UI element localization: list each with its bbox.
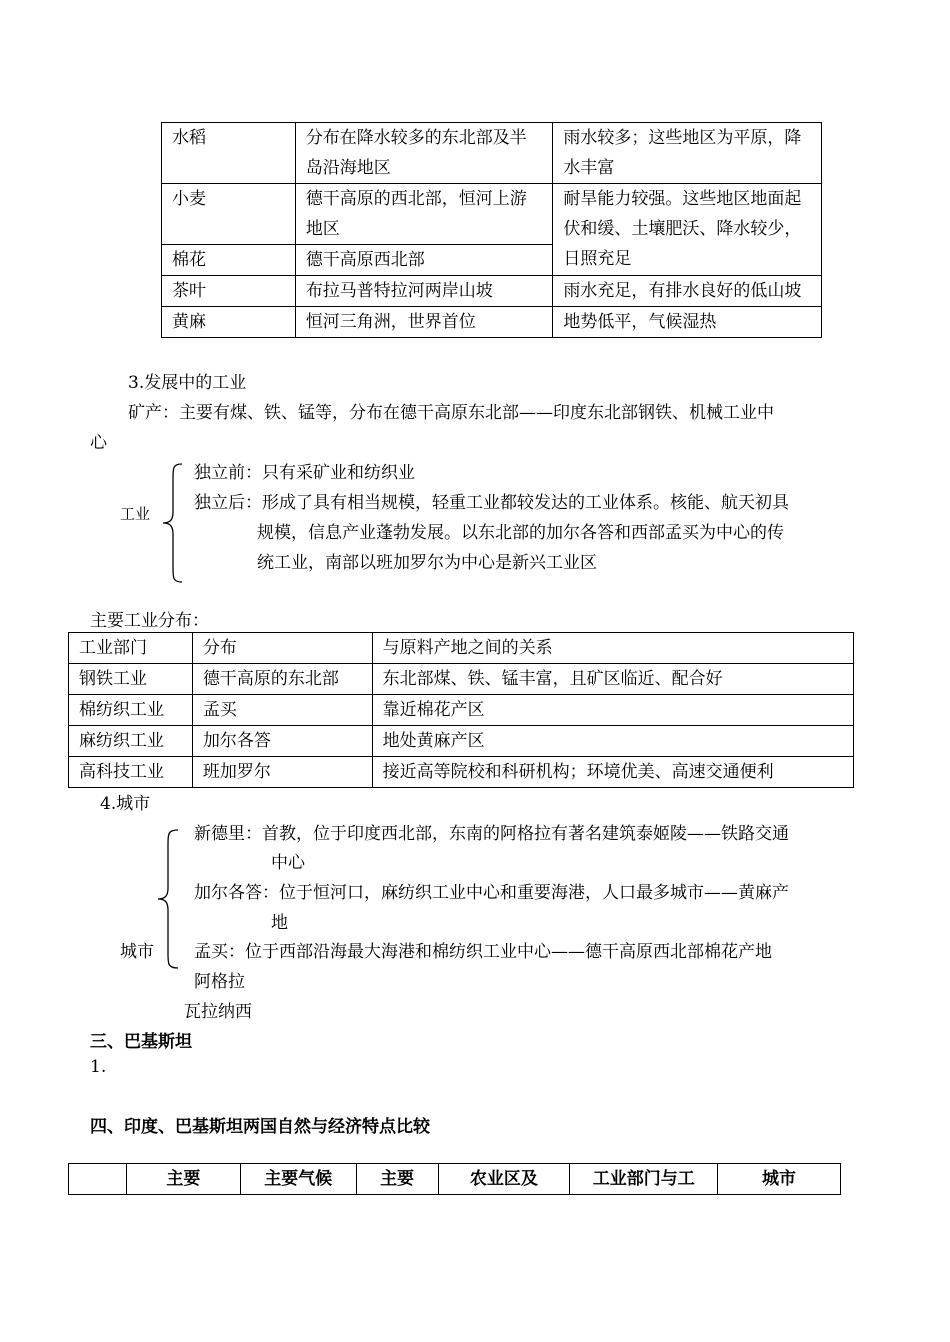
table-cell: 棉纺织工业 — [69, 695, 193, 726]
area-cell: 布拉马普特拉河两岸山坡 — [295, 276, 553, 307]
left-brace-icon — [156, 828, 180, 970]
table-row — [69, 1164, 841, 1195]
table-row — [162, 307, 822, 338]
after-independence-cont: 规模，信息产业蓬勃发展。以东北部的加尔各答和西部孟买为中心的传 — [257, 523, 784, 543]
reason-cell: 雨水较多；这些地区为平原，降水丰富 — [553, 123, 822, 184]
table-cell: 班加罗尔 — [192, 757, 372, 788]
city-label: 城市 — [120, 942, 154, 962]
area-cell: 恒河三角洲，世界首位 — [295, 307, 553, 338]
table-cell: 德干高原的东北部 — [192, 664, 372, 695]
comparison-table — [68, 1163, 841, 1195]
section-heading: 四、印度、巴基斯坦两国自然与经济特点比较 — [90, 1117, 430, 1137]
minerals-text-cont: 心 — [90, 433, 107, 453]
crop-cell: 小麦 — [162, 184, 296, 245]
area-cell: 德干高原的西北部，恒河上游地区 — [295, 184, 553, 245]
table-row — [162, 123, 822, 184]
section-heading: 三、巴基斯坦 — [90, 1032, 192, 1052]
table-row — [162, 276, 822, 307]
table-row — [69, 633, 854, 664]
table-header: 分布 — [192, 633, 372, 664]
list-item-number: 1. — [90, 1057, 107, 1077]
section-heading: 4.城市 — [100, 794, 151, 814]
left-brace-icon — [160, 462, 184, 584]
minerals-text: 矿产：主要有煤、铁、锰等，分布在德干高原东北部——印度东北部钢铁、机械工业中 — [128, 403, 774, 423]
crop-cell: 棉花 — [162, 245, 296, 276]
table-header: 工业部门与工 — [570, 1164, 718, 1195]
table-header: 与原料产地之间的关系 — [372, 633, 853, 664]
section-heading: 3.发展中的工业 — [128, 373, 247, 393]
after-independence: 独立后：形成了具有相当规模，轻重工业都较发达的工业体系。核能、航天初具 — [194, 493, 789, 513]
crop-cell: 黄麻 — [162, 307, 296, 338]
city-mumbai: 孟买：位于西部沿海最大海港和棉纺织工业中心——德干高原西北部棉花产地 — [194, 942, 772, 962]
table-cell: 钢铁工业 — [69, 664, 193, 695]
table-cell: 麻纺织工业 — [69, 726, 193, 757]
crop-cell: 茶叶 — [162, 276, 296, 307]
city-new-delhi-cont: 中心 — [271, 853, 305, 873]
crop-table — [161, 122, 822, 338]
table-row — [69, 664, 854, 695]
table-header: 主要气候 — [240, 1164, 356, 1195]
table-header: 农业区及 — [438, 1164, 570, 1195]
industry-label: 工业 — [120, 505, 151, 523]
city-varanasi: 瓦拉纳西 — [184, 1002, 252, 1022]
table-header: 主要 — [126, 1164, 240, 1195]
table-header: 工业部门 — [69, 633, 193, 664]
city-agra: 阿格拉 — [194, 972, 245, 992]
table-cell: 接近高等院校和科研机构；环境优美、高速交通便利 — [372, 757, 853, 788]
table-row — [69, 757, 854, 788]
table-cell: 加尔各答 — [192, 726, 372, 757]
industry-dist-title: 主要工业分布： — [90, 611, 209, 631]
before-independence: 独立前：只有采矿业和纺织业 — [194, 463, 415, 483]
table-cell: 地处黄麻产区 — [372, 726, 853, 757]
table-row — [162, 184, 822, 245]
industry-table — [68, 632, 854, 788]
area-cell: 德干高原西北部 — [295, 245, 553, 276]
crop-cell: 水稻 — [162, 123, 296, 184]
table-cell: 东北部煤、铁、锰丰富，且矿区临近、配合好 — [372, 664, 853, 695]
city-kolkata: 加尔各答：位于恒河口，麻纺织工业中心和重要海港，人口最多城市——黄麻产 — [194, 883, 789, 903]
table-row — [69, 726, 854, 757]
table-header: 主要 — [356, 1164, 438, 1195]
area-cell: 分布在降水较多的东北部及半岛沿海地区 — [295, 123, 553, 184]
table-cell: 靠近棉花产区 — [372, 695, 853, 726]
reason-cell: 雨水充足，有排水良好的低山坡 — [553, 276, 822, 307]
table-cell: 孟买 — [192, 695, 372, 726]
table-header: 城市 — [718, 1164, 841, 1195]
table-header — [69, 1164, 127, 1195]
after-independence-cont: 统工业，南部以班加罗尔为中心是新兴工业区 — [257, 553, 597, 573]
reason-cell: 地势低平，气候湿热 — [553, 307, 822, 338]
table-row — [69, 695, 854, 726]
city-kolkata-cont: 地 — [271, 913, 288, 933]
table-cell: 高科技工业 — [69, 757, 193, 788]
reason-cell: 耐旱能力较强。这些地区地面起伏和缓、土壤肥沃、降水较少，日照充足 — [553, 184, 822, 276]
city-new-delhi: 新德里：首教，位于印度西北部，东南的阿格拉有著名建筑泰姬陵——铁路交通 — [194, 824, 789, 844]
